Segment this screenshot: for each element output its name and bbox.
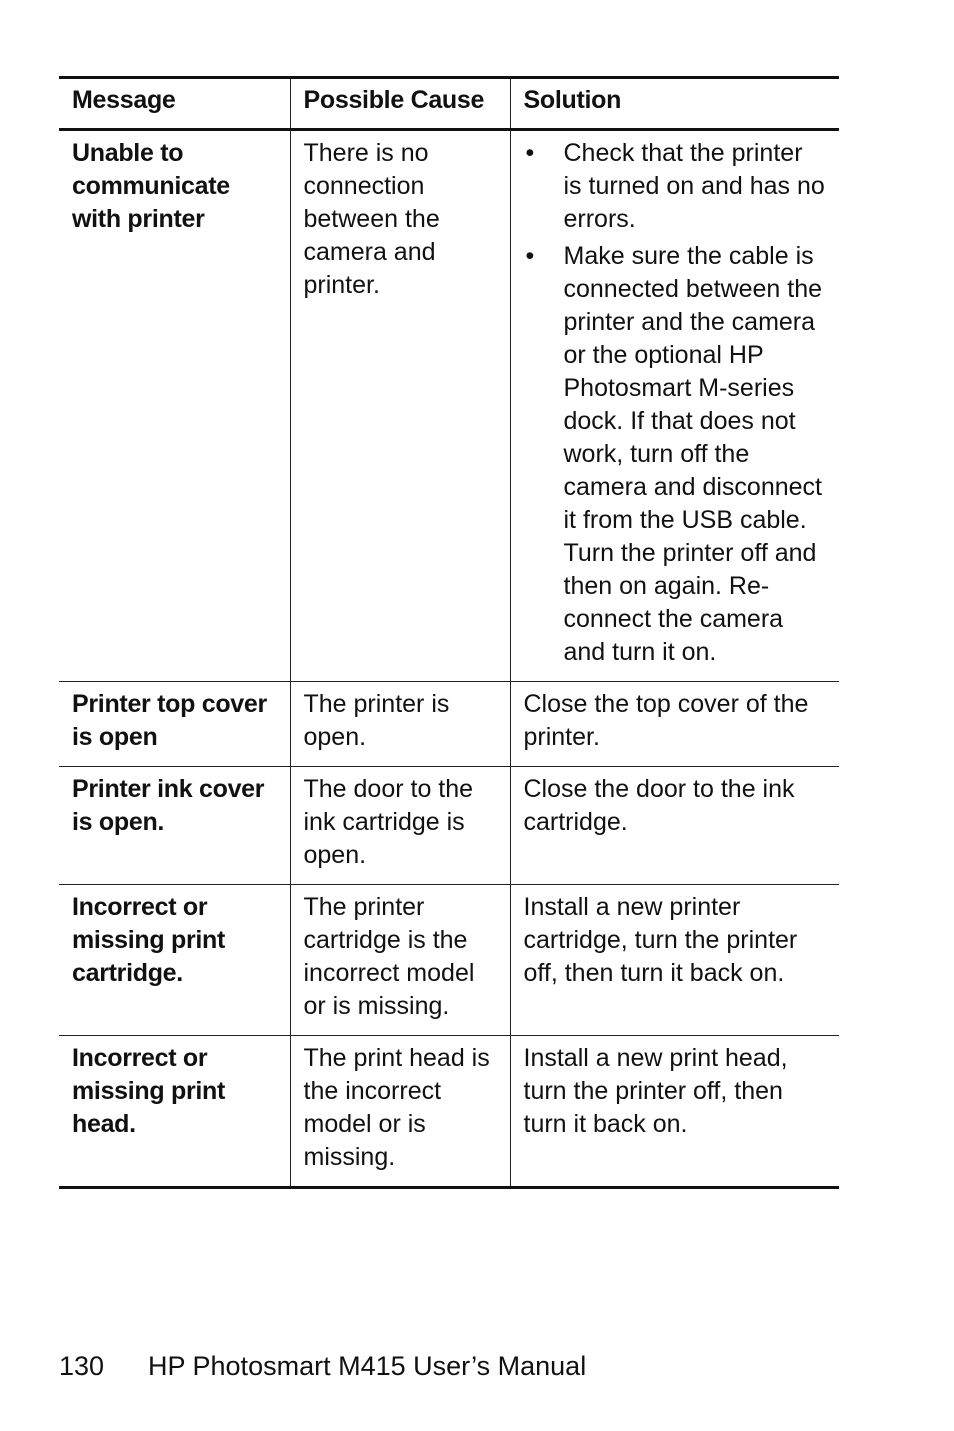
page-number: 130	[59, 1351, 105, 1381]
cause-cell: The printer cartridge is the incorrect model or is missing.	[290, 885, 510, 1036]
solution-list	[524, 137, 828, 669]
message-cell: Unable to communicate with printer	[59, 130, 290, 682]
cause-cell: The print head is the incorrect model or is missing.	[290, 1036, 510, 1188]
table-row	[59, 767, 839, 885]
bullet-icon: •	[525, 242, 535, 270]
table-row	[59, 1036, 839, 1188]
message-cell: Incorrect or missing print head.	[59, 1036, 290, 1188]
solution-list-item	[524, 240, 828, 669]
solution-item-text: Check that the printer is turned on and has no errors.	[563, 139, 825, 233]
header-possible-cause: Possible Cause	[290, 78, 510, 130]
table-row	[59, 885, 839, 1036]
page-footer	[59, 1349, 586, 1383]
message-cell: Printer top cover is open	[59, 682, 290, 767]
header-message: Message	[59, 78, 290, 130]
cause-cell: There is no connection between the camera and printer.	[290, 130, 510, 682]
header-solution: Solution	[510, 78, 839, 130]
bullet-icon: •	[525, 139, 535, 167]
solution-cell: Close the top cover of the printer.	[510, 682, 839, 767]
solution-cell: Close the door to the ink cartridge.	[510, 767, 839, 885]
table-row	[59, 130, 839, 682]
solution-cell	[510, 130, 839, 682]
table-row	[59, 682, 839, 767]
solution-item-text: Make sure the cable is connected between the printer and the camera or the optional HP Photosmart M-series dock. If that does not work, turn off the camera and disconnect it from the USB cable. Turn the printer off and then on again. Re-connect the camera and turn it on.	[563, 242, 823, 666]
solution-cell: Install a new printer cartridge, turn the printer off, then turn it back on.	[510, 885, 839, 1036]
solution-list-item	[524, 137, 828, 236]
table-header-row	[59, 78, 839, 130]
cause-cell: The printer is open.	[290, 682, 510, 767]
solution-cell: Install a new print head, turn the printer off, then turn it back on.	[510, 1036, 839, 1188]
message-cell: Printer ink cover is open.	[59, 767, 290, 885]
manual-title: HP Photosmart M415 User’s Manual	[148, 1351, 587, 1381]
cause-cell: The door to the ink cartridge is open.	[290, 767, 510, 885]
troubleshooting-table	[59, 76, 839, 1189]
message-cell: Incorrect or missing print cartridge.	[59, 885, 290, 1036]
